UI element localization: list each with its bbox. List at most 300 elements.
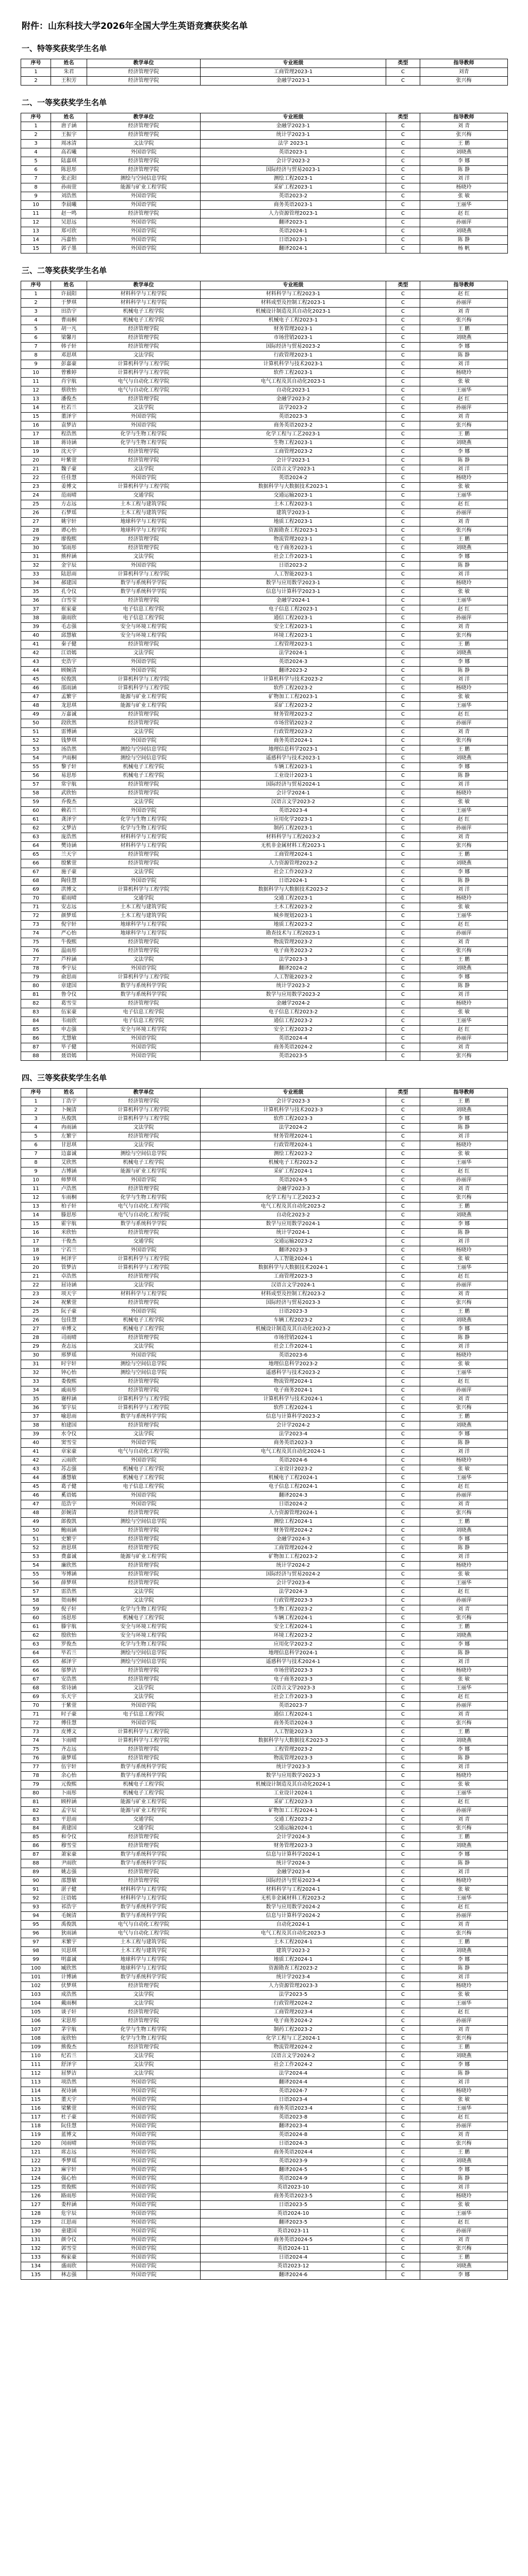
- student-name: 熊俊杰: [51, 2043, 87, 2052]
- major-class: 社会工作2023-3: [201, 1693, 386, 1702]
- row-number: 15: [21, 413, 51, 421]
- category: C: [386, 1456, 420, 1465]
- major-class: 法学2024-4: [201, 2070, 386, 2078]
- teacher-name: 刘 青: [420, 1185, 508, 1194]
- category: C: [386, 824, 420, 833]
- category: C: [386, 1043, 420, 1052]
- major-class: 金融学2023-2: [201, 395, 386, 404]
- major-class: 金融学2024-2: [201, 999, 386, 1008]
- table-row: [21, 1719, 508, 1728]
- major-class: 国际经济与贸易2024-1: [201, 781, 386, 789]
- major-class: 物流管理2024-1: [201, 1378, 386, 1386]
- major-class: 化学工程与工艺2024-1: [201, 2035, 386, 2043]
- college-name: 机械电子工程学院: [87, 1316, 201, 1325]
- teacher-name: 王 鹏: [420, 1413, 508, 1421]
- student-name: 于紫萱: [51, 1702, 87, 1710]
- college-name: 文法学院: [87, 1124, 201, 1132]
- category: C: [386, 395, 420, 404]
- row-number: 12: [21, 386, 51, 395]
- major-class: 市场营销2023-3: [201, 1667, 386, 1675]
- row-number: 25: [21, 1308, 51, 1316]
- row-number: 66: [21, 859, 51, 868]
- college-name: 测绘与空间信息学院: [87, 1150, 201, 1159]
- college-name: 经济管理学院: [87, 334, 201, 343]
- college-name: 数学与系统科学学院: [87, 1973, 201, 1982]
- major-class: 车辆工程2023-2: [201, 1316, 386, 1325]
- table-row: [21, 938, 508, 947]
- teacher-name: 陈 静: [420, 1649, 508, 1658]
- row-number: 51: [21, 728, 51, 737]
- teacher-name: 刘 青: [420, 1043, 508, 1052]
- row-number: 1: [21, 122, 51, 131]
- major-class: 物流管理2023-1: [201, 535, 386, 544]
- category: C: [386, 2166, 420, 2175]
- category: C: [386, 1929, 420, 1938]
- teacher-name: 刘 青: [420, 2026, 508, 2035]
- teacher-name: 李 娜: [420, 973, 508, 982]
- table-row: [21, 1991, 508, 1999]
- college-name: 外国语学院: [87, 2236, 201, 2245]
- row-number: 48: [21, 702, 51, 710]
- student-name: 聂语嫣: [51, 1052, 87, 1061]
- category: C: [386, 2026, 420, 2035]
- student-name: 兰天宇: [51, 851, 87, 859]
- student-name: 曹雨桐: [51, 316, 87, 325]
- student-name: 王积芳: [51, 77, 87, 86]
- category: C: [386, 1281, 420, 1290]
- table-header-row: [21, 59, 508, 68]
- student-name: 卓浩然: [51, 1273, 87, 1281]
- row-number: 49: [21, 1518, 51, 1527]
- row-number: 125: [21, 2183, 51, 2192]
- row-number: 78: [21, 1772, 51, 1781]
- major-class: 数据科学与大数据技术2023-2: [201, 886, 386, 894]
- college-name: 外国语学院: [87, 964, 201, 973]
- major-class: 工商管理2023-1: [201, 68, 386, 77]
- teacher-name: 刘 洋: [420, 2183, 508, 2192]
- category: C: [386, 1167, 420, 1176]
- student-name: 曾雅婷: [51, 369, 87, 378]
- teacher-name: 王丽华: [420, 1159, 508, 1167]
- row-number: 134: [21, 2262, 51, 2271]
- major-class: 应用化学2023-2: [201, 1640, 386, 1649]
- student-name: 叶紫萱: [51, 456, 87, 465]
- student-name: 孔令仪: [51, 588, 87, 597]
- table-row: [21, 1430, 508, 1439]
- category: C: [386, 2253, 420, 2262]
- table-row: [21, 1710, 508, 1719]
- major-class: 日语2023-1: [201, 236, 386, 245]
- student-name: 唐子涵: [51, 122, 87, 131]
- college-name: 经济管理学院: [87, 77, 201, 86]
- student-name: 冯嘉怡: [51, 236, 87, 245]
- major-class: 物流管理2023-3: [201, 1754, 386, 1763]
- college-name: 经济管理学院: [87, 68, 201, 77]
- category: C: [386, 492, 420, 500]
- major-class: 英语2023-7: [201, 1702, 386, 1710]
- college-name: 交通学院: [87, 492, 201, 500]
- teacher-name: 王 鹏: [420, 851, 508, 859]
- row-number: 12: [21, 218, 51, 227]
- table-row: [21, 1745, 508, 1754]
- table-row: [21, 334, 508, 343]
- student-name: 查志远: [51, 1343, 87, 1351]
- student-name: 麻宇轩: [51, 2166, 87, 2175]
- category: C: [386, 2218, 420, 2227]
- college-name: 文法学院: [87, 649, 201, 658]
- student-name: 洪博文: [51, 886, 87, 894]
- student-name: 韦雨欣: [51, 1017, 87, 1026]
- row-number: 27: [21, 518, 51, 527]
- row-number: 9: [21, 1167, 51, 1176]
- table-row: [21, 1474, 508, 1483]
- teacher-name: 张 敏: [420, 1991, 508, 1999]
- teacher-name: 孙丽萍: [420, 1807, 508, 1816]
- table-row: [21, 1448, 508, 1456]
- category: C: [386, 183, 420, 192]
- college-name: 计算机科学与工程学院: [87, 1255, 201, 1264]
- table-row: [21, 2140, 508, 2148]
- category: C: [386, 1553, 420, 1562]
- category: C: [386, 308, 420, 316]
- table-row: [21, 553, 508, 562]
- row-number: 13: [21, 395, 51, 404]
- category: C: [386, 1798, 420, 1807]
- teacher-name: 李 娜: [420, 658, 508, 667]
- teacher-name: 刘晓燕: [420, 1842, 508, 1851]
- student-name: 彭嘉豪: [51, 360, 87, 369]
- category: C: [386, 378, 420, 386]
- table-row: [21, 745, 508, 754]
- major-class: 会计学2023-2: [201, 157, 386, 166]
- college-name: 材料科学与工程学院: [87, 299, 201, 308]
- major-class: 法学2023-3: [201, 956, 386, 964]
- college-name: 能源与矿业工程学院: [87, 693, 201, 702]
- row-number: 35: [21, 588, 51, 597]
- student-name: 余心怡: [51, 1772, 87, 1781]
- category: C: [386, 1991, 420, 1999]
- teacher-name: 刘 洋: [420, 360, 508, 369]
- row-number: 2: [21, 299, 51, 308]
- table-row: [21, 1106, 508, 1115]
- teacher-name: 陈 静: [420, 456, 508, 465]
- major-class: 电子商务2024-1: [201, 1386, 386, 1395]
- category: C: [386, 140, 420, 148]
- teacher-name: 赵 红: [420, 1167, 508, 1176]
- category: C: [386, 693, 420, 702]
- table-row: [21, 1667, 508, 1675]
- major-class: 商务英语2023-1: [201, 201, 386, 210]
- row-number: 117: [21, 2113, 51, 2122]
- category: C: [386, 1124, 420, 1132]
- category: C: [386, 1035, 420, 1043]
- college-name: 计算机科学与工程学院: [87, 1264, 201, 1273]
- row-number: 84: [21, 1824, 51, 1833]
- row-number: 71: [21, 903, 51, 912]
- student-name: 樊诗涵: [51, 842, 87, 851]
- college-name: 经济管理学院: [87, 2043, 201, 2052]
- major-class: 物流管理2023-2: [201, 938, 386, 947]
- student-name: 林志强: [51, 2271, 87, 2280]
- row-number: 36: [21, 597, 51, 605]
- row-number: 2: [21, 131, 51, 140]
- category: C: [386, 1640, 420, 1649]
- college-name: 经济管理学院: [87, 448, 201, 456]
- college-name: 材料科学与工程学院: [87, 1886, 201, 1894]
- table-row: [21, 1851, 508, 1859]
- category: C: [386, 1176, 420, 1185]
- major-class: 财务管理2023-3: [201, 1842, 386, 1851]
- table-row: [21, 1351, 508, 1360]
- row-number: 85: [21, 1026, 51, 1035]
- student-name: 苏志强: [51, 1465, 87, 1474]
- teacher-name: 张 敏: [420, 798, 508, 807]
- student-name: 卜婉清: [51, 1106, 87, 1115]
- teacher-name: 张 敏: [420, 1886, 508, 1894]
- table-row: [21, 675, 508, 684]
- college-name: 机械电子工程学院: [87, 1325, 201, 1334]
- table-row: [21, 1386, 508, 1395]
- teacher-name: 陈 静: [420, 1124, 508, 1132]
- teacher-name: 张兴梅: [420, 1719, 508, 1728]
- student-name: 娄梓涵: [51, 2201, 87, 2210]
- table-row: [21, 210, 508, 218]
- teacher-name: 张兴梅: [420, 737, 508, 745]
- major-class: 物流管理2024-2: [201, 2043, 386, 2052]
- student-name: 侯俊凯: [51, 675, 87, 684]
- teacher-name: 刘 洋: [420, 570, 508, 579]
- category: C: [386, 68, 420, 77]
- student-name: 常诗涵: [51, 1684, 87, 1693]
- major-class: 电子商务2023-2: [201, 947, 386, 956]
- row-number: 79: [21, 973, 51, 982]
- major-class: 汉语言文学2023-3: [201, 1684, 386, 1693]
- student-name: 金宇辰: [51, 562, 87, 570]
- major-class: 汉语言文学2024-1: [201, 1281, 386, 1290]
- teacher-name: 陈 静: [420, 2070, 508, 2078]
- row-number: 77: [21, 956, 51, 964]
- table-row: [21, 157, 508, 166]
- table-row: [21, 868, 508, 877]
- student-name: 贝思琪: [51, 1947, 87, 1956]
- college-name: 外国语学院: [87, 2192, 201, 2201]
- major-class: 会计学2024-1: [201, 789, 386, 798]
- college-name: 经济管理学院: [87, 947, 201, 956]
- teacher-name: 赵 红: [420, 921, 508, 929]
- college-name: 机械电子工程学院: [87, 763, 201, 772]
- teacher-name: 张 敏: [420, 1360, 508, 1369]
- student-name: 崔家豪: [51, 605, 87, 614]
- table-row: [21, 640, 508, 649]
- table-row: [21, 859, 508, 868]
- college-name: 安全与环境工程学院: [87, 623, 201, 632]
- major-class: 英语2023-11: [201, 2227, 386, 2236]
- major-class: 地质工程2024-1: [201, 1956, 386, 1964]
- teacher-name: 刘 青: [420, 413, 508, 421]
- table-row: [21, 710, 508, 719]
- major-class: 翻译2023-4: [201, 2122, 386, 2131]
- row-number: 46: [21, 1492, 51, 1500]
- teacher-name: 刘 洋: [420, 675, 508, 684]
- teacher-name: 刘晓燕: [420, 649, 508, 658]
- teacher-name: 王 鹏: [420, 1728, 508, 1737]
- college-name: 外国语学院: [87, 1035, 201, 1043]
- student-name: 艾欣然: [51, 1159, 87, 1167]
- student-name: 屈梦洁: [51, 2070, 87, 2078]
- teacher-name: 李 娜: [420, 2271, 508, 2280]
- major-class: 英语2023-2: [201, 192, 386, 201]
- table-row: [21, 1281, 508, 1290]
- category: C: [386, 2052, 420, 2061]
- teacher-name: 孙丽萍: [420, 1386, 508, 1395]
- college-name: 数学与系统科学学院: [87, 1859, 201, 1868]
- row-number: 101: [21, 1973, 51, 1982]
- row-number: 103: [21, 1991, 51, 1999]
- student-name: 毕若兰: [51, 1649, 87, 1658]
- table-row: [21, 1877, 508, 1886]
- college-name: 交通学院: [87, 894, 201, 903]
- major-class: 行政管理2024-1: [201, 1141, 386, 1150]
- table-row: [21, 1334, 508, 1343]
- row-number: 4: [21, 316, 51, 325]
- row-number: 130: [21, 2227, 51, 2236]
- category: C: [386, 1973, 420, 1982]
- row-number: 10: [21, 201, 51, 210]
- category: C: [386, 1816, 420, 1824]
- student-name: 喻思雨: [51, 1413, 87, 1421]
- college-name: 计算机科学与工程学院: [87, 1106, 201, 1115]
- student-name: 施子豪: [51, 868, 87, 877]
- student-name: 卜雨彤: [51, 1789, 87, 1798]
- row-number: 64: [21, 842, 51, 851]
- teacher-name: 王 鹏: [420, 1202, 508, 1211]
- table-row: [21, 1789, 508, 1798]
- college-name: 经济管理学院: [87, 1745, 201, 1754]
- category: C: [386, 1964, 420, 1973]
- teacher-name: 刘 洋: [420, 1238, 508, 1246]
- student-name: 殷欣怡: [51, 1632, 87, 1640]
- table-row: [21, 1150, 508, 1159]
- column-header-name: 姓名: [51, 281, 87, 290]
- student-name: 康梦瑶: [51, 1754, 87, 1763]
- student-name: 唐思琪: [51, 1544, 87, 1553]
- row-number: 41: [21, 1448, 51, 1456]
- college-name: 经济管理学院: [87, 999, 201, 1008]
- row-number: 45: [21, 675, 51, 684]
- table-row: [21, 798, 508, 807]
- teacher-name: 刘 青: [420, 1605, 508, 1614]
- teacher-name: 刘晓燕: [420, 2052, 508, 2061]
- row-number: 18: [21, 439, 51, 448]
- category: C: [386, 2096, 420, 2105]
- table-row: [21, 192, 508, 201]
- category: C: [386, 737, 420, 745]
- row-number: 2: [21, 1106, 51, 1115]
- major-class: 社会工作2024-2: [201, 2061, 386, 2070]
- table-row: [21, 2096, 508, 2105]
- row-number: 84: [21, 1017, 51, 1026]
- major-class: 商务英语2023-4: [201, 2105, 386, 2113]
- row-number: 94: [21, 1912, 51, 1921]
- table-row: [21, 1500, 508, 1509]
- student-name: 钱梦琪: [51, 737, 87, 745]
- teacher-name: 孙丽萍: [420, 614, 508, 623]
- teacher-name: 李 娜: [420, 343, 508, 351]
- row-number: 42: [21, 1456, 51, 1465]
- student-name: 纪若兰: [51, 2052, 87, 2061]
- teacher-name: 陈 静: [420, 236, 508, 245]
- college-name: 经济管理学院: [87, 1229, 201, 1238]
- row-number: 70: [21, 1702, 51, 1710]
- college-name: 电气与自动化工程学院: [87, 378, 201, 386]
- row-number: 62: [21, 1632, 51, 1640]
- table-row: [21, 308, 508, 316]
- teacher-name: 张兴梅: [420, 1194, 508, 1202]
- student-name: 毛志强: [51, 623, 87, 632]
- row-number: 102: [21, 1982, 51, 1991]
- row-number: 9: [21, 192, 51, 201]
- table-row: [21, 140, 508, 148]
- college-name: 外国语学院: [87, 227, 201, 236]
- row-number: 110: [21, 2052, 51, 2061]
- student-name: 穆雪莹: [51, 1842, 87, 1851]
- student-name: 黄建国: [51, 1824, 87, 1833]
- row-number: 16: [21, 421, 51, 430]
- major-class: 机械设计制造及其自动化2023-2: [201, 1325, 386, 1334]
- category: C: [386, 500, 420, 509]
- teacher-name: 刘 青: [420, 1710, 508, 1719]
- column-header-college: 教学单位: [87, 113, 201, 122]
- college-name: 电子信息工程学院: [87, 614, 201, 623]
- major-class: 交通运输2023-1: [201, 492, 386, 500]
- table-row: [21, 1202, 508, 1211]
- table-row: [21, 1395, 508, 1404]
- category: C: [386, 535, 420, 544]
- row-number: 56: [21, 1579, 51, 1588]
- teacher-name: 孙丽萍: [420, 2122, 508, 2131]
- college-name: 测绘与空间信息学院: [87, 175, 201, 183]
- category: C: [386, 991, 420, 999]
- student-name: 危宇辰: [51, 2210, 87, 2218]
- table-row: [21, 1973, 508, 1982]
- row-number: 81: [21, 991, 51, 999]
- student-name: 严心怡: [51, 929, 87, 938]
- category: C: [386, 316, 420, 325]
- student-name: 时宇轩: [51, 1360, 87, 1369]
- student-name: 翟雨晴: [51, 894, 87, 903]
- category: C: [386, 1132, 420, 1141]
- table-row: [21, 1124, 508, 1132]
- teacher-name: 孙丽萍: [420, 1492, 508, 1500]
- category: C: [386, 1430, 420, 1439]
- college-name: 电气与自动化工程学院: [87, 1929, 201, 1938]
- row-number: 124: [21, 2175, 51, 2183]
- table-row: [21, 833, 508, 842]
- table-row: [21, 1115, 508, 1124]
- row-number: 3: [21, 140, 51, 148]
- table-row: [21, 964, 508, 973]
- student-name: 江思雨: [51, 2218, 87, 2227]
- table-row: [21, 816, 508, 824]
- table-row: [21, 973, 508, 982]
- major-class: 商务英语2024-2: [201, 1043, 386, 1052]
- teacher-name: 刘晓燕: [420, 1421, 508, 1430]
- student-name: 傅佳慧: [51, 1719, 87, 1728]
- major-class: 财务管理2024-2: [201, 1527, 386, 1535]
- major-class: 安全工程2023-2: [201, 1026, 386, 1035]
- college-name: 电气与自动化工程学院: [87, 1921, 201, 1929]
- row-number: 34: [21, 1386, 51, 1395]
